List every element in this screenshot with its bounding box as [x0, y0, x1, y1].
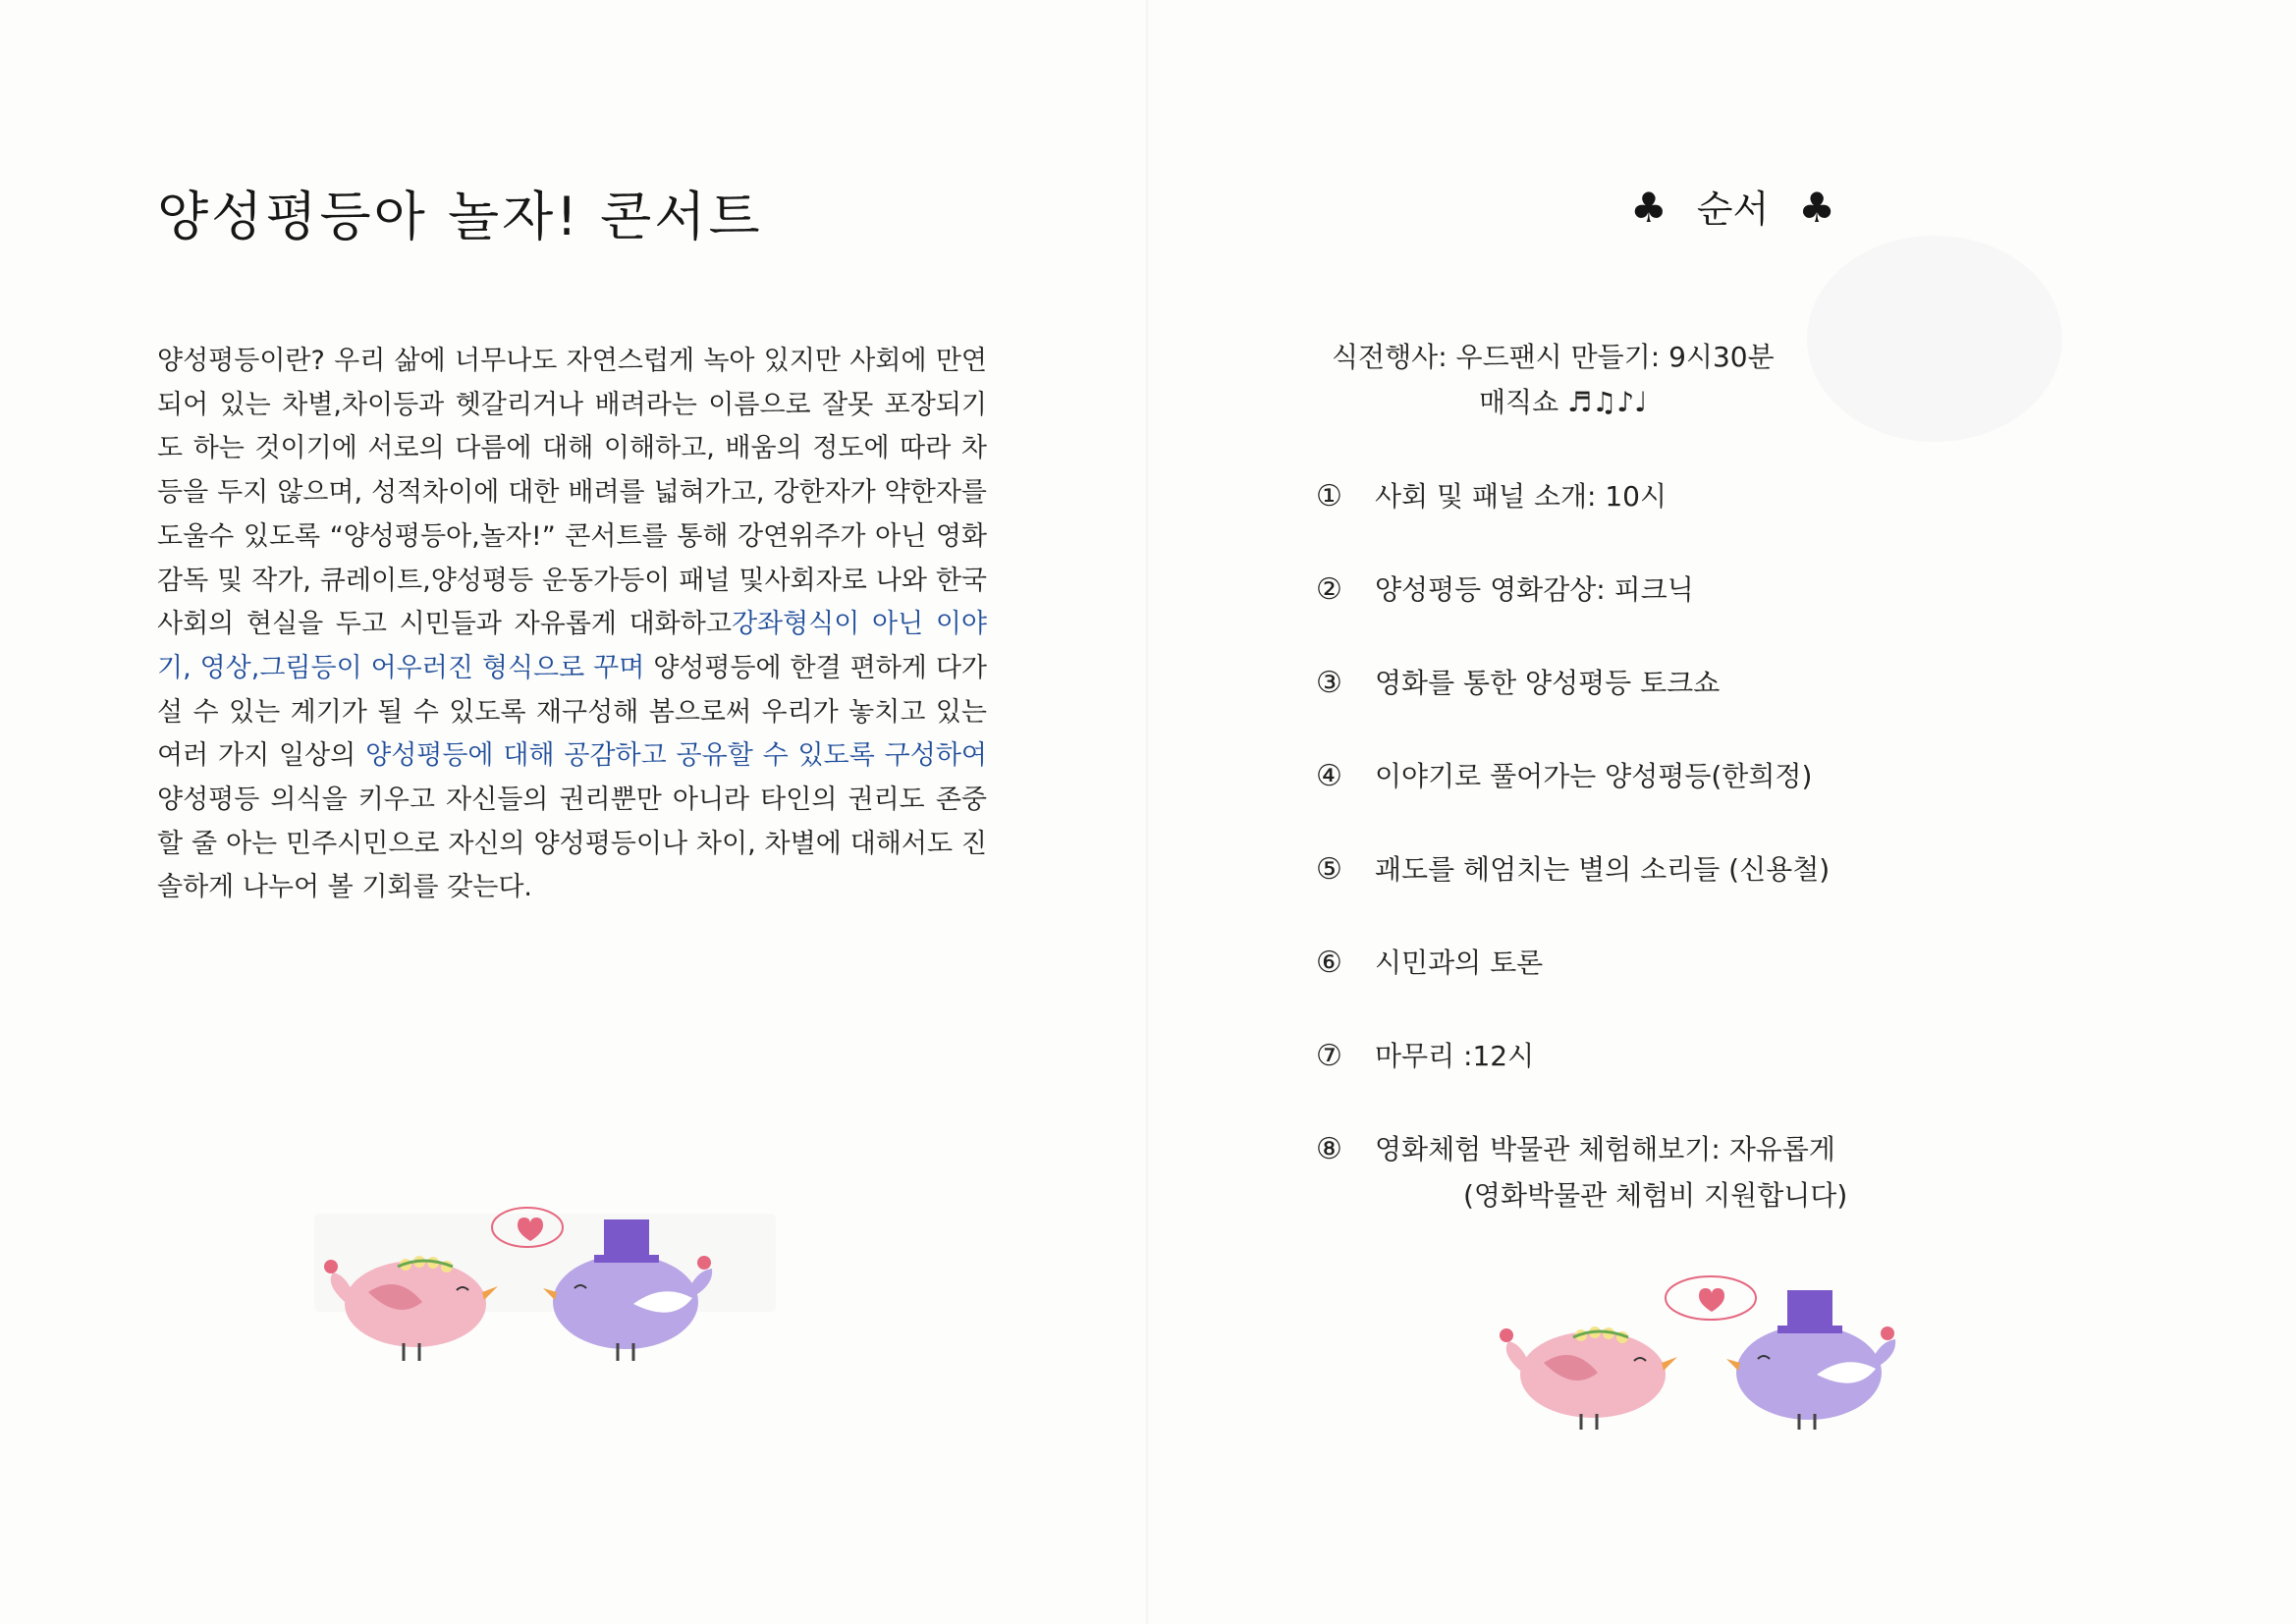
- club-icon: ♣: [1630, 184, 1667, 232]
- purple-bird: [1726, 1290, 1895, 1430]
- program-text: 시민과의 토론: [1375, 947, 1544, 979]
- program-text: 영화를 통한 양성평등 토크쇼: [1375, 667, 1721, 699]
- love-birds-illustration: [1483, 1272, 1944, 1430]
- program-text: 영화체험 박물관 체험해보기: 자유롭게: [1375, 1133, 1835, 1165]
- top-hat-icon: [1777, 1290, 1842, 1333]
- program-number: ⑥: [1316, 946, 1342, 980]
- program-number: ②: [1316, 572, 1342, 607]
- description-part-1: 양성평등이란? 우리 삶에 너무나도 자연스럽게 녹아 있지만 사회에 만연되어 있는 차별,차이등과 헷갈리거나 배려라는 이름으로 잘못 포장되기도 하는 것이기에 서로의 다름에 대해 이해하고, 배움의 정도에 따라 차등을 두지 않으며, 성적차이에 대한 배려를 넓혀가고, 강한자가 약한자를 도울수 있도록 “양성평등아,놀자!” 콘서트를 통해 강연위주가 아닌 영화감독 및 작가, 큐레이트,양성평등 운동가등이 패널 및사회자로 나와 한국사회의 현실을 두고 시민들과 자유롭게 대화하고: [157, 346, 987, 640]
- program-text: 마무리 :12시: [1375, 1040, 1535, 1072]
- program-item: [1316, 942, 1543, 981]
- program-heading-text: 순서: [1696, 188, 1770, 231]
- program-number: ⑧: [1316, 1132, 1342, 1166]
- club-icon: ♣: [1798, 184, 1835, 232]
- program-number: ④: [1316, 759, 1342, 793]
- program-text: 이야기로 풀어가는 양성평등(한희정): [1375, 760, 1813, 792]
- description-highlight-2: 양성평등에 대해 공감하고 공유할 수 있도록 구성하여: [365, 740, 987, 772]
- program-item: [1316, 848, 1830, 888]
- program-heading: [1630, 179, 1835, 233]
- description-highlight-1: 강좌형식이 아닌 이야기, 영상,그림등이 어우러진 형식으로 꾸며: [157, 609, 987, 683]
- program-item: [1316, 755, 1812, 794]
- pre-event-magic-show: 매직쇼 ♬♫♪♩: [1479, 386, 1648, 418]
- program-item: [1316, 1128, 1835, 1167]
- program-item: [1316, 475, 1667, 514]
- description-part-3: 양성평등 의식을 키우고 자신들의 권리뿐만 아니라 타인의 권리도 존중할 줄 아는 민주시민으로 자신의 양성평등이나 차이, 차별에 대해서도 진솔하게 나누어 볼 기회를 갖는다.: [157, 785, 987, 903]
- program-item: [1316, 568, 1694, 608]
- program-number: ⑦: [1316, 1039, 1342, 1073]
- program-text: 양성평등 영화감상: 피크닉: [1375, 573, 1694, 606]
- program-text: 괘도를 헤엄치는 별의 소리들 (신용철): [1375, 853, 1831, 886]
- program-note: (영화박물관 체험비 지원합니다): [1463, 1179, 1848, 1212]
- program-number: ③: [1316, 666, 1342, 700]
- pre-event-line: 식전행사: 우드팬시 만들기: 9시30분: [1332, 341, 1775, 373]
- pink-bird: [1500, 1326, 1677, 1430]
- program-item: [1316, 662, 1720, 701]
- program-number: ⑤: [1316, 852, 1342, 887]
- heart-icon: [1666, 1276, 1756, 1320]
- program-item: [1316, 1035, 1534, 1074]
- program-text: 사회 및 패널 소개: 10시: [1375, 480, 1667, 513]
- program-number: ①: [1316, 479, 1342, 514]
- concert-title: 양성평등아 놀자! 콘서트: [157, 186, 763, 247]
- bleed-through-circle: [1807, 236, 2062, 442]
- description-part-2: 양성평등에 한결 편하게 다가설 수 있는 계기가 될 수 있도록 재구성해 봄으로써 우리가 놓치고 있는 여러 가지 일상의: [157, 652, 987, 772]
